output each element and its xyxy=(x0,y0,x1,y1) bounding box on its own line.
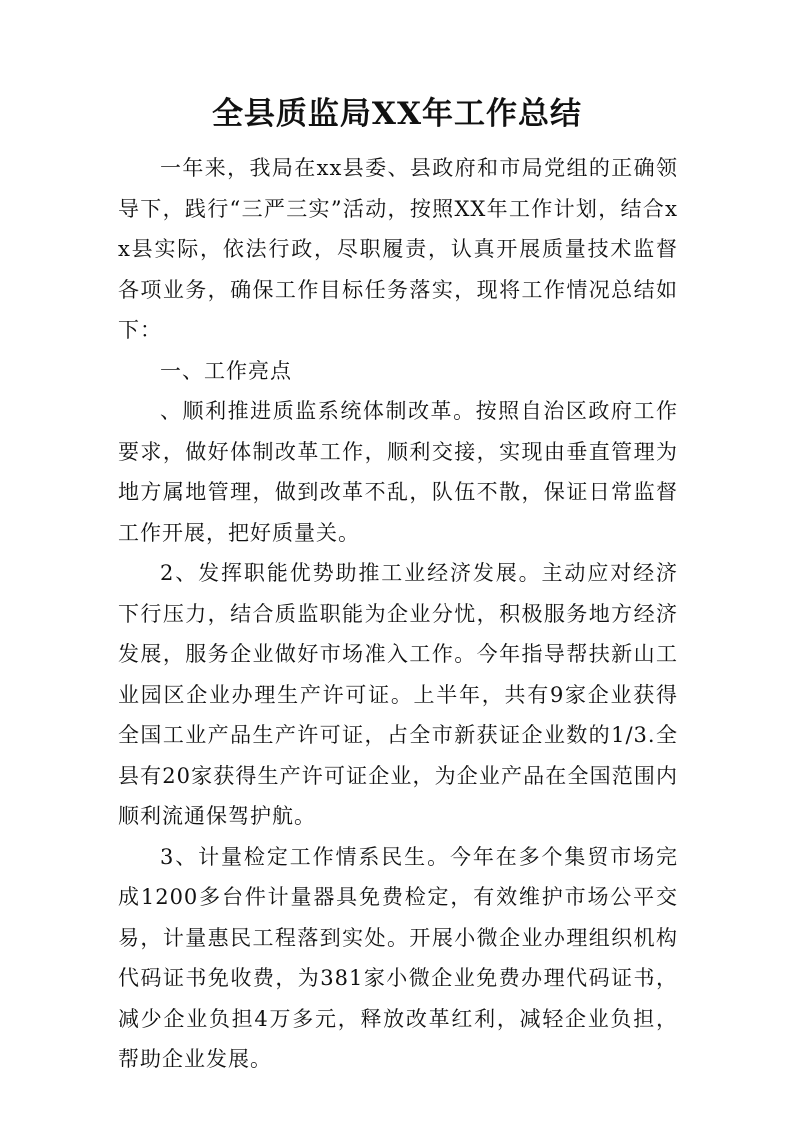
highlight-3-paragraph: 3、计量检定工作情系民生。今年在多个集贸市场完成1200多台件计量器具免费检定，有效维护市场公平交易，计量惠民工程落到实处。开展小微企业办理组织机构代码证书免收费，为381家小微企业免费办理代码证书，减少企业负担4万多元，释放改革红利，减轻企业负担，帮助企业发展。 xyxy=(118,844,678,1071)
highlight-2-paragraph: 2、发挥职能优势助推工业经济发展。主动应对经济下行压力，结合质监职能为企业分忧，积极服务地方经济发展，服务企业做好市场准入工作。今年指导帮扶新山工业园区企业办理生产许可证。上半年，共有9家企业获得全国工业产品生产许可证，占全市新获证企业数的1/3.全县有20家获得生产许可证企业，为企业产品在全国范围内顺利流通保驾护航。 xyxy=(118,561,678,828)
document-title: 全县质监局XX年工作总结 xyxy=(211,96,583,132)
intro-paragraph: 一年来，我局在xx县委、县政府和市局党组的正确领导下，践行“三严三实”活动，按照XX年工作计划，结合xx县实际，依法行政，尽职履责，认真开展质量技术监督各项业务，确保工作目标任务落实，现将工作情况总结如下： xyxy=(118,156,678,342)
highlight-1-paragraph: 、顺利推进质监系统体制改革。按照自治区政府工作要求，做好体制改革工作，顺利交接，实现由垂直管理为地方属地管理，做到改革不乱，队伍不散，保证日常监督工作开展，把好质量关。 xyxy=(118,399,678,545)
document-body xyxy=(118,148,678,1080)
section-heading-work-highlights: 一、工作亮点 xyxy=(160,358,292,383)
